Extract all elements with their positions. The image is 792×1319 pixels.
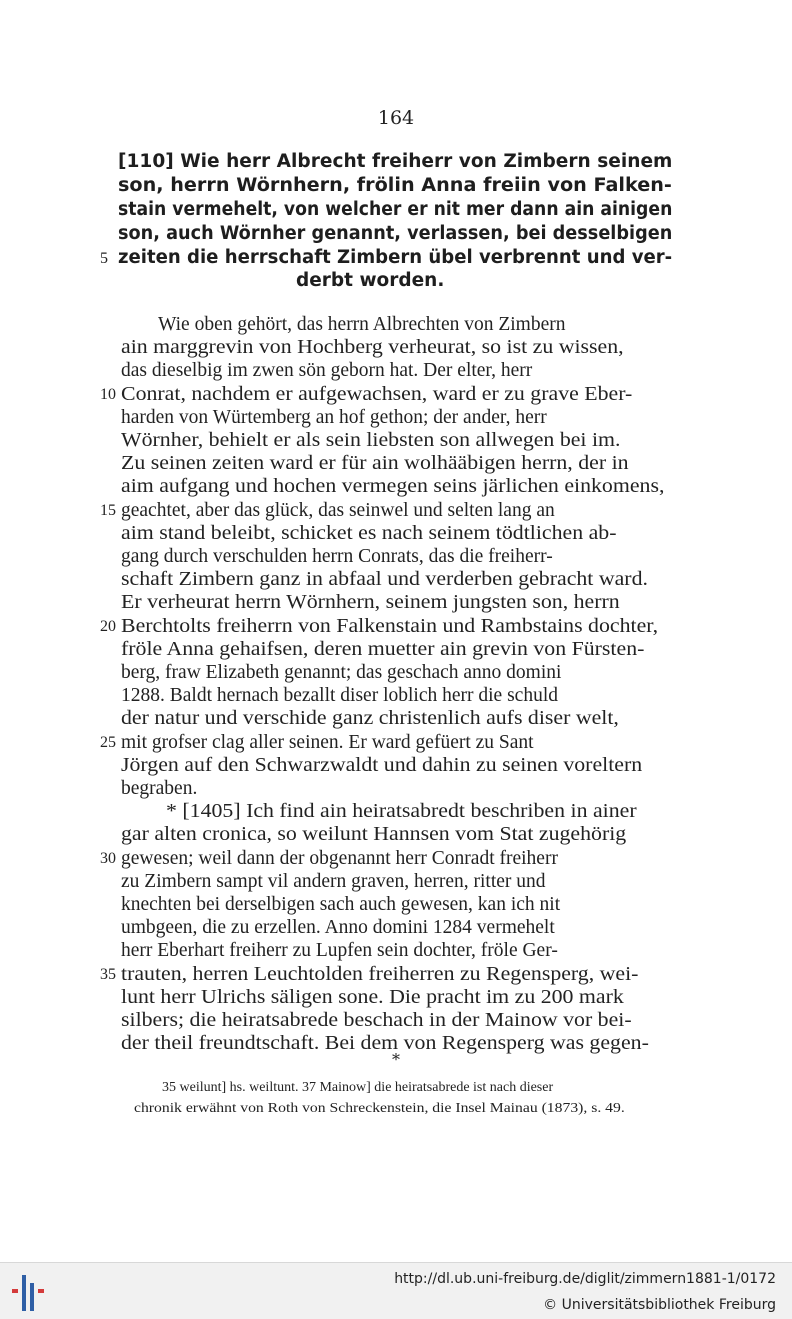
footer-bar [0, 1262, 792, 1319]
body-line: herr Eberhart freiherr zu Lupfen sein dochter, fröle Ger- [121, 940, 558, 962]
heading-line: derbt worden. [296, 270, 445, 291]
line-number-marker: 25 [100, 733, 116, 751]
body-line: Jörgen auf den Schwarzwaldt und dahin zu seinen voreltern [121, 754, 643, 776]
source-url-link[interactable]: http://dl.ub.uni-freiburg.de/diglit/zimmern1881-1/0172 [394, 1271, 776, 1287]
heading-line: stain vermehelt, von welcher er nit mer dann ain ainigen [118, 199, 673, 220]
body-line: Wie oben gehört, das herrn Albrechten von Zimbern [158, 314, 566, 335]
body-line: Wörnher, behielt er als sein liebsten son allwegen bei im. [121, 430, 621, 451]
body-line: Conrat, nachdem er aufgewachsen, ward er zu grave Eber- [121, 383, 633, 405]
body-line: Er verheurat herrn Wörnhern, seinem jungsten son, herrn [121, 592, 620, 614]
copyright-text: © Universitätsbibliothek Freiburg [543, 1297, 776, 1313]
page-number: 164 [377, 107, 415, 129]
heading-line: zeiten die herrschaft Zimbern übel verbrennt und ver- [118, 247, 673, 268]
section-asterisk: * [392, 1050, 400, 1069]
body-line: umbgeen, die zu erzellen. Anno domini 1284 vermehelt [121, 917, 555, 939]
body-line: aim aufgang und hochen vermegen seins järlichen einkomens, [121, 476, 665, 498]
body-line: gang durch verschulden herrn Conrats, das die freiherr- [121, 546, 553, 567]
body-line: lunt herr Ulrichs säligen sone. Die pracht im zu 200 mark [121, 986, 624, 1008]
body-line: trauten, herren Leuchtolden freiherren zu Regensperg, wei- [121, 963, 639, 985]
body-line: harden von Würtemberg an hof gethon; der ander, herr [121, 406, 547, 428]
body-line: aim stand beleibt, schicket es nach seinem tödtlichen ab- [121, 522, 617, 544]
body-line: silbers; die heiratsabrede beschach in der Mainow vor bei- [121, 1010, 632, 1031]
heading-line: son, herrn Wörnhern, frölin Anna freiin von Falken- [118, 175, 672, 196]
heading-line: [110] Wie herr Albrecht freiherr von Zimbern seinem [118, 151, 673, 172]
body-line: das dieselbig im zwen sön geborn hat. Der elter, herr [121, 360, 533, 382]
body-line: mit grofser clag aller seinen. Er ward gefüert zu Sant [121, 731, 534, 753]
footnote-line: 35 weilunt] hs. weiltunt. 37 Mainow] die heiratsabrede ist nach dieser [162, 1080, 554, 1095]
body-line: zu Zimbern sampt vil andern graven, herren, ritter und [121, 870, 546, 892]
body-line: gewesen; weil dann der obgenannt herr Conradt freiherr [121, 847, 558, 869]
body-line: der natur und verschide ganz christenlich aufs diser welt, [121, 708, 619, 730]
footnote-line: chronik erwähnt von Roth von Schreckenstein, die Insel Mainau (1873), s. 49. [134, 1101, 625, 1116]
body-line: * [1405] Ich find ain heiratsabredt beschriben in ainer [166, 801, 637, 823]
line-number-marker: 35 [100, 965, 116, 983]
body-line: schaft Zimbern ganz in abfaal und verderben gebracht ward. [121, 569, 648, 591]
body-line: 1288. Baldt hernach bezallt diser loblich herr die schuld [121, 685, 558, 707]
line-number-marker: 10 [100, 385, 116, 403]
body-line: fröle Anna gehaifsen, deren muetter ain grevin von Fürsten- [121, 638, 645, 660]
body-line: knechten bei derselbigen sach auch gewesen, kan ich nit [121, 894, 561, 915]
body-line: gar alten cronica, so weilunt Hannsen vom Stat zugehörig [121, 824, 627, 846]
line-number-marker: 20 [100, 617, 116, 635]
line-number-marker: 15 [100, 501, 116, 519]
ub-freiburg-logo-icon [8, 1271, 52, 1313]
line-number-marker: 5 [100, 250, 108, 267]
body-line: Zu seinen zeiten ward er für ain wolhääbigen herrn, der in [121, 453, 629, 475]
body-line: berg, fraw Elizabeth genannt; das geschach anno domini [121, 662, 562, 683]
body-line: der theil freundtschaft. Bei dem von Regensperg was gegen- [121, 1033, 649, 1055]
body-line: Berchtolts freiherrn von Falkenstain und Rambstains dochter, [121, 615, 659, 637]
line-number-marker: 30 [100, 849, 116, 867]
body-line: ain marggrevin von Hochberg verheurat, so ist zu wissen, [121, 337, 624, 359]
body-line: geachtet, aber das glück, das seinwel und selten lang an [121, 499, 555, 521]
heading-line: son, auch Wörnher genannt, verlassen, bei desselbigen [118, 223, 673, 244]
body-line: begraben. [121, 778, 198, 799]
